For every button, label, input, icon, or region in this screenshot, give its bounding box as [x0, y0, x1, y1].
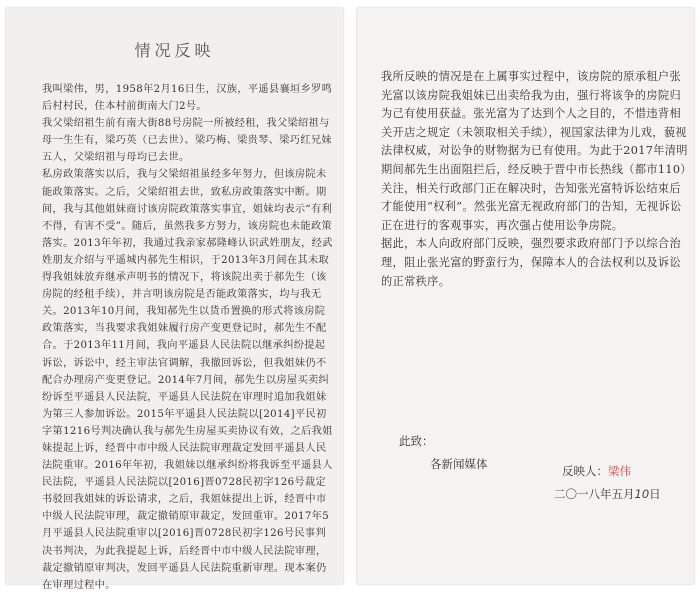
signer-line: [562, 463, 631, 479]
document-date: [554, 486, 661, 502]
signer-label: 反映人：: [562, 464, 608, 478]
recipient: 各新闻媒体: [430, 457, 488, 471]
left-page: [6, 8, 343, 591]
left-paragraph-2: 我父梁绍祖生前有南大街88号房院一所被经租，我父梁绍祖与母一生生有，梁巧英（已去世）、梁巧梅、梁贵琴、梁巧红兄妹五人，父梁绍祖与母均已去世。: [42, 118, 332, 164]
closing-greeting: 此致：: [399, 434, 434, 448]
signer-name: 梁伟: [608, 464, 631, 478]
date-prefix: 二〇一八年五月: [554, 487, 635, 501]
right-paragraph-1: 我所反映的情况是在上属事实过程中，该房院的原承租户张光富以该房院我姐妹已出卖给我为由，强行将该争的房院归为己有使用获益。张光富为了达到个人之目的，不惜违背相关开店之规定（未领取相关手续），视国家法律为儿戏，藐视法律权威，对讼争的财物据为已有使用。为此于2017年清明期间郝先生出面阻拦后，经反映于晋中市长热线（都市110）关注，相关行政部门正在解决时，告知张光富特诉讼结束后才能使用“权利”。然张光富无视政府部门的告知，无视诉讼正在进行的客观事实，再次强占使用讼争房院。: [381, 70, 688, 232]
left-body-text: [42, 81, 333, 594]
date-day: 10: [634, 487, 650, 501]
left-paragraph-1: 我叫梁伟，男，1958年2月16日生，汉族，平遥县襄垣乡罗鸣后村村民，住本村前街南大门2号。: [42, 84, 333, 113]
document-title: 情况反映: [134, 41, 215, 60]
date-suffix: 日: [649, 487, 661, 501]
right-paragraph-2: 据此，本人向政府部门反映，强烈要求政府部门予以综合治理，阻止张光富的野蛮行为，保障本人的合法权利以及诉讼的正常秩序。: [381, 237, 681, 288]
right-body-text: [381, 68, 688, 291]
right-page: [357, 8, 694, 584]
left-paragraph-3: 私房政策落实以后，我与父梁绍祖虽经多年努力，但该房院未能政策落实。之后，父梁绍祖去世，致私房政策落实中断。期间，我与其他姐妹商讨该房院政策落实事宜，姐妹均表示“有利不得，有害不受”。随后，虽然我多方努力，该房院也未能政策落实。2013年年初，我通过我亲家郝隆峰认识武姓朋友，经武姓朋友介绍与平遥城内郝先生相识，于2013年3月间在其未取得我姐妹放弃继承声明书的情况下，将该院出卖于郝先生（该房院的经租手续），并言明该房院是否能政策落实，均与我无关。2013年10月间，我知郝先生以货币置换的形式将该房院政策落实，当我要求我姐妹履行房产变更登记时，郝先生不配合。于2013年11月间，我向平遥县人民法院以继承纠纷提起诉讼，诉讼中，经主审法官调解，我撤回诉讼，但我姐妹仍不配合办理房产变更登记。2014年7月间，郝先生以房屋买卖纠纷诉至平遥县人民法院，平遥县人民法院在审理时追加我姐妹为第三人参加诉讼。2015年平遥县人民法院以[2014]平民初字第1216号判决确认我与郝先生房屋买卖协议有效，之后我姐妹提起上诉，经晋中市中级人民法院审理裁定发回平遥县人民法院重审。2016年年初，我姐妹以继承纠纷将我诉至平遥县人民法院，平遥县人民法院以[2016]晋0728民初字126号裁定书驳回我姐妹的诉讼请求，之后，我姐妹提出上诉，经晋中市中级人民法院审理，裁定撤销原审裁定，发回重审。2017年5月平遥县人民法院重审以[2016]晋0728民初字126号民事判决书判决，为此我提起上诉，后经晋中市中级人民法院审理，裁定撤销原审判决，发回平遥县人民法院重新审理。现本案仍在审理过程中。: [42, 169, 333, 591]
